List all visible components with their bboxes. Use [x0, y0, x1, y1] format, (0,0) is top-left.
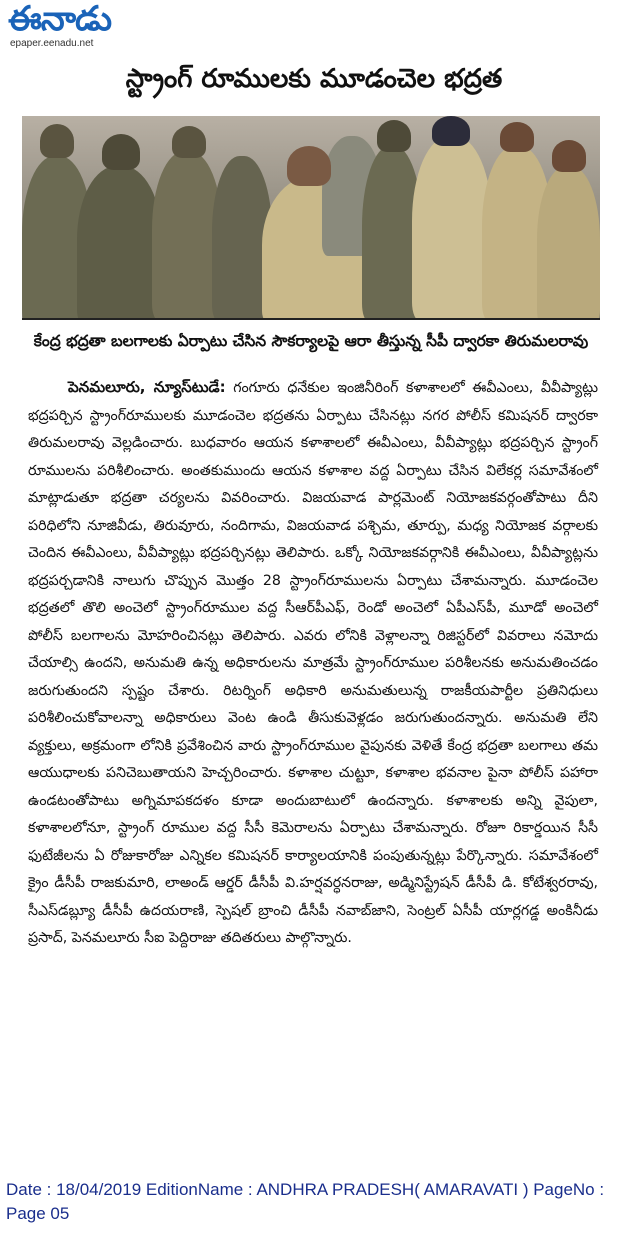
photo-figure-head — [40, 124, 74, 158]
masthead — [4, 0, 144, 56]
photo-figure-head — [172, 126, 206, 158]
article-text: గంగూరు ధనేకుల ఇంజినీరింగ్ కళాశాలలో ఈవీఎంలు, వీవీప్యాట్లు భద్రపర్చిన స్ట్రాంగ్‌రూములకు మూడంచెల భద్రతను ఏర్పాటు చేసినట్లు నగర పోలీస్ కమిషనర్ ద్వారకా తిరుమలరావు వెల్లడించారు. బుధవారం ఆయన కళాశాలలో ఈవీఎంలు, వీవీప్యాట్లు భద్రపర్చిన స్ట్రాంగ్ రూములను పరిశీలించారు. అంతకుముందు ఆయన కళాశాల వద్ద ఏర్పాటు చేసిన విలేకర్ల సమావేశంలో మాట్లాడుతూ భద్రతా చర్యలను వివరించారు. విజయవాడ పార్లమెంట్ నియోజకవర్గంతోపాటు దీని పరిధిలోని నూజివీడు, తిరువూరు, నందిగామ, విజయవాడ పశ్చిమ, తూర్పు, మధ్య నియోజక వర్గాలకు చెందిన ఈవీఎంలు, వీవీప్యాట్లు భద్రపర్చినట్లు తెలిపారు. ఒక్కో నియోజకవర్గానికి ఈవీఎంలు, వీవీప్యాట్లను భద్రపర్చడానికి నాలుగు చొప్పున మొత్తం 28 స్ట్రాంగ్‌రూములను ఏర్పాటు చేశామన్నారు. మూడంచెల భద్రతలో తొలి అంచెలో స్ట్రాంగ్‌రూముల వద్ద సీఆర్‌పీఎఫ్, రెండో అంచెలో ఏపీఎస్‌పీ, మూడో అంచెలో పోలీస్ బలగాలను మోహరించినట్లు తెలిపారు. ఎవరు లోనికి వెళ్లాలన్నా రిజిస్టర్‌లో వివరాలు నమోదు చేయాల్సి ఉందని, అనుమతి ఉన్న అధికారులను మాత్రమే స్ట్రాంగ్‌రూముల పరిశీలనకు అనుమతించడం జరుగుతుందని స్పష్టం చేశారు. రిటర్నింగ్ అధికారి అనుమతులున్న రాజకీయపార్టీల ప్రతినిధులు పరిశీలించుకోవాలన్నా అధికారులు వెంట ఉండి తీసుకువెళ్లడం జరుగుతుందన్నారు. అనుమతి లేని వ్యక్తులు, అక్రమంగా లోనికి ప్రవేశించిన వారు స్ట్రాంగ్‌రూముల వైపునకు వెళితే కేంద్ర భద్రతా బలగాలు తమ ఆయుధాలకు పనిచెబుతాయని హెచ్చరించారు. కళాశాల చుట్టూ, కళాశాల భవనాల పైనా పోలీస్ పహారా ఉండటంతోపాటు అగ్నిమాపకదళం కూడా అందుబాటులో ఉందన్నారు. కళాశాలకు అన్ని వైపులా, కళాశాలలోనూ, స్ట్రాంగ్ రూముల వద్ద సీసీ కెమెరాలను ఏర్పాటు చేశామన్నారు. రోజూ రికార్డయిన సీసీ ఫుటేజీలను ఏ రోజుకారోజు ఎన్నికల కమిషనర్ కార్యాలయానికి పంపుతున్నట్లు పేర్కొన్నారు. సమావేశంలో క్రైం డీసీపీ రాజకుమారి, లాఅండ్ ఆర్డర్ డీసీపీ వి.హర్షవర్ధనరాజు, అడ్మినిస్ట్రేషన్ డీసీపీ డి. కోటేశ్వరరావు, సీఎస్‌డబ్ల్యూ డీసీపీ ఉదయరాణి, స్పెషల్ బ్రాంచి డీసీపీ నవాబ్‌జాని, సెంట్రల్ ఏసీపీ యార్లగడ్డ అంకినీడు ప్రసాద్, పెనమలూరు సీఐ పెద్దిరాజు తదితరులు పాల్గొన్నారు. — [28, 380, 598, 946]
photo-figure-head — [552, 140, 586, 172]
eenadu-logo: ఈనాడు — [8, 0, 112, 39]
news-photo — [22, 116, 600, 318]
article-headline: స్ట్రాంగ్ రూములకు మూడంచెల భద్రత — [125, 64, 503, 94]
photo-figure-head — [500, 122, 534, 152]
article-body — [28, 374, 598, 953]
photo-figure — [412, 136, 492, 318]
photo-figure-head — [287, 146, 331, 186]
photo-figure — [77, 166, 162, 318]
photo-figure-head — [102, 134, 140, 170]
edition-footer: Date : 18/04/2019 EditionName : ANDHRA PRADESH( AMARAVATI ) PageNo : Page 05 — [6, 1180, 605, 1223]
epaper-url: epaper.eenadu.net — [10, 38, 94, 49]
photo-figure — [537, 166, 600, 318]
photo-caption: కేంద్ర భద్రతా బలగాలకు ఏర్పాటు చేసిన సౌకర్యాలపై ఆరా తీస్తున్న సీపీ ద్వారకా తిరుమలరావు — [22, 318, 600, 362]
photo-figure-head — [432, 116, 470, 146]
photo-figure-head — [377, 120, 411, 152]
article-dateline: పెనమలూరు, న్యూస్‌టుడే: — [68, 378, 226, 396]
